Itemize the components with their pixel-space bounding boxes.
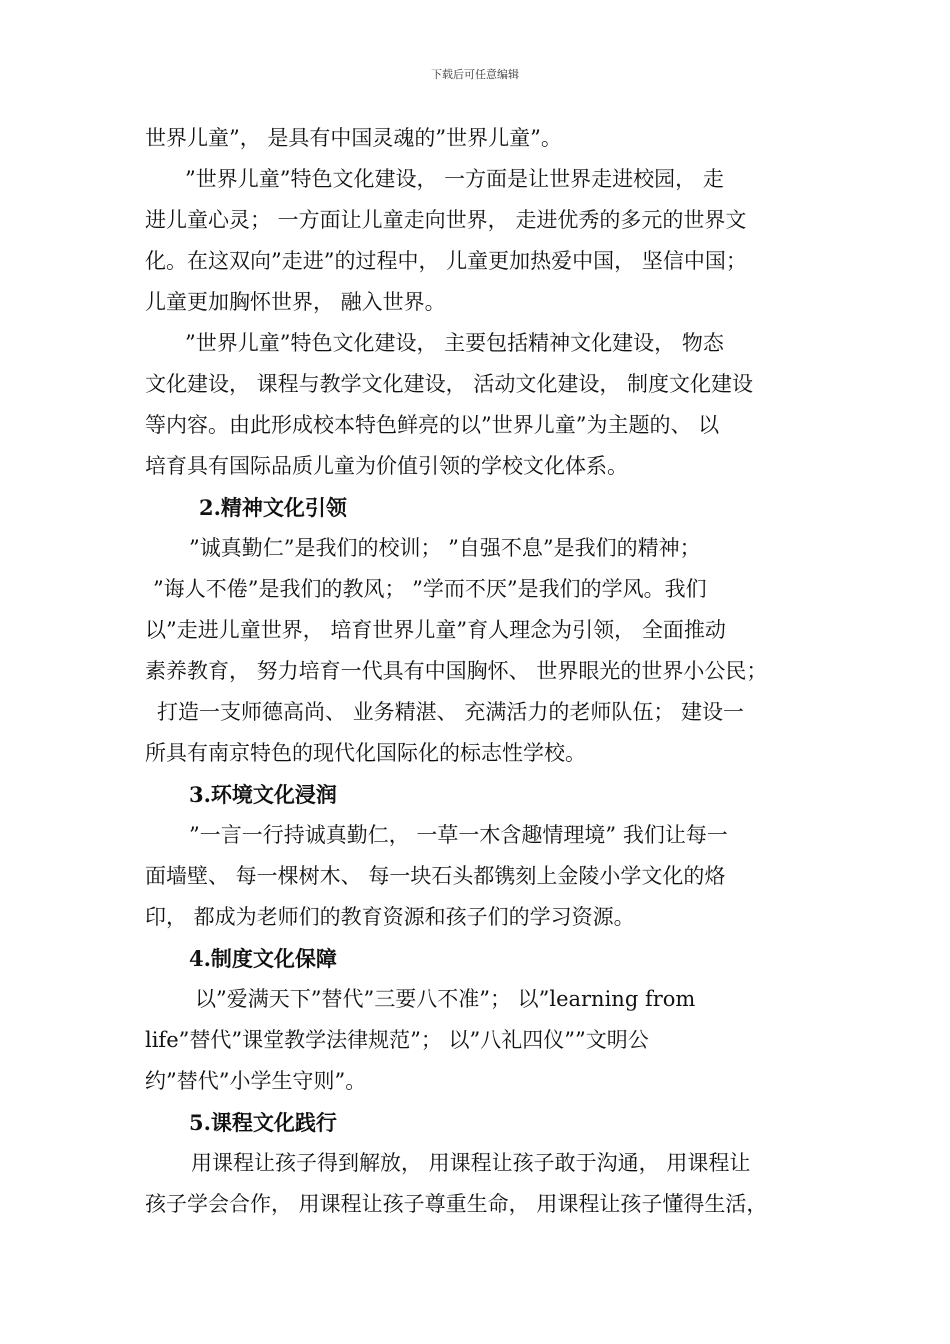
paragraph-line: 化。在这双向”走进”的过程中， 儿童更加热爱中国， 坚信中国； (145, 249, 747, 273)
paragraph-line: 面墙壁、 每一棵树木、 每一块石头都镌刻上金陵小学文化的烙 (145, 864, 726, 888)
paragraph-line: 印， 都成为老师们的教育资源和孩子们的学习资源。 (145, 905, 635, 929)
paragraph-line: 文化建设， 课程与教学文化建设， 活动文化建设， 制度文化建设 (145, 372, 754, 396)
document-body (145, 118, 835, 1225)
paragraph-line: 进儿童心灵； 一方面让儿童走向世界， 走进优秀的多元的世界文 (145, 208, 747, 232)
paragraph-line: life”替代”课堂教学法律规范”； 以”八礼四仪””文明公 (145, 1028, 649, 1052)
section-heading: 5.课程文化践行 (189, 1110, 337, 1135)
paragraph-line: ”世界儿童”特色文化建设， 主要包括精神文化建设， 物态 (185, 331, 724, 355)
section-heading: 3.环境文化浸润 (189, 782, 337, 807)
section-heading: 2.精神文化引领 (199, 495, 347, 520)
paragraph-line: 孩子学会合作， 用课程让孩子尊重生命， 用课程让孩子懂得生活， (145, 1192, 768, 1216)
paragraph-line: 以”爱满天下”替代”三要八不准”； 以”learning from (195, 987, 696, 1011)
paragraph-line: ”一言一行持诚真勤仁， 一草一木含趣情理境” 我们让每一 (189, 823, 728, 847)
page-header: 下载后可任意编辑 (431, 68, 519, 81)
paragraph-line: 约”替代”小学生守则”。 (145, 1069, 367, 1093)
paragraph-line: 所具有南京特色的现代化国际化的标志性学校。 (145, 741, 586, 765)
paragraph-line: 打造一支师德高尚、 业务精湛、 充满活力的老师队伍； 建设一 (157, 700, 745, 724)
paragraph-line: ”诚真勤仁”是我们的校训； ”自强不息”是我们的精神； (189, 536, 701, 560)
paragraph-line: 世界儿童”， 是具有中国灵魂的”世界儿童”。 (145, 126, 562, 150)
paragraph-line: 儿童更加胸怀世界， 融入世界。 (145, 290, 446, 314)
paragraph-line: ”世界儿童”特色文化建设， 一方面是让世界走进校园， 走 (185, 167, 724, 191)
paragraph-line: 等内容。由此形成校本特色鲜亮的以”世界儿童”为主题的、 以 (145, 413, 720, 437)
paragraph-line: 培育具有国际品质儿童为价值引领的学校文化体系。 (145, 454, 628, 478)
paragraph-line: 以”走进儿童世界， 培育世界儿童”育人理念为引领， 全面推动 (145, 618, 726, 642)
section-heading: 4.制度文化保障 (189, 946, 337, 971)
paragraph-line: 素养教育， 努力培育一代具有中国胸怀、 世界眼光的世界小公民； (145, 659, 768, 683)
paragraph-line: 用课程让孩子得到解放， 用课程让孩子敢于沟通， 用课程让 (191, 1151, 751, 1175)
paragraph-line: ”诲人不倦”是我们的教风； ”学而不厌”是我们的学风。我们 (153, 577, 707, 601)
